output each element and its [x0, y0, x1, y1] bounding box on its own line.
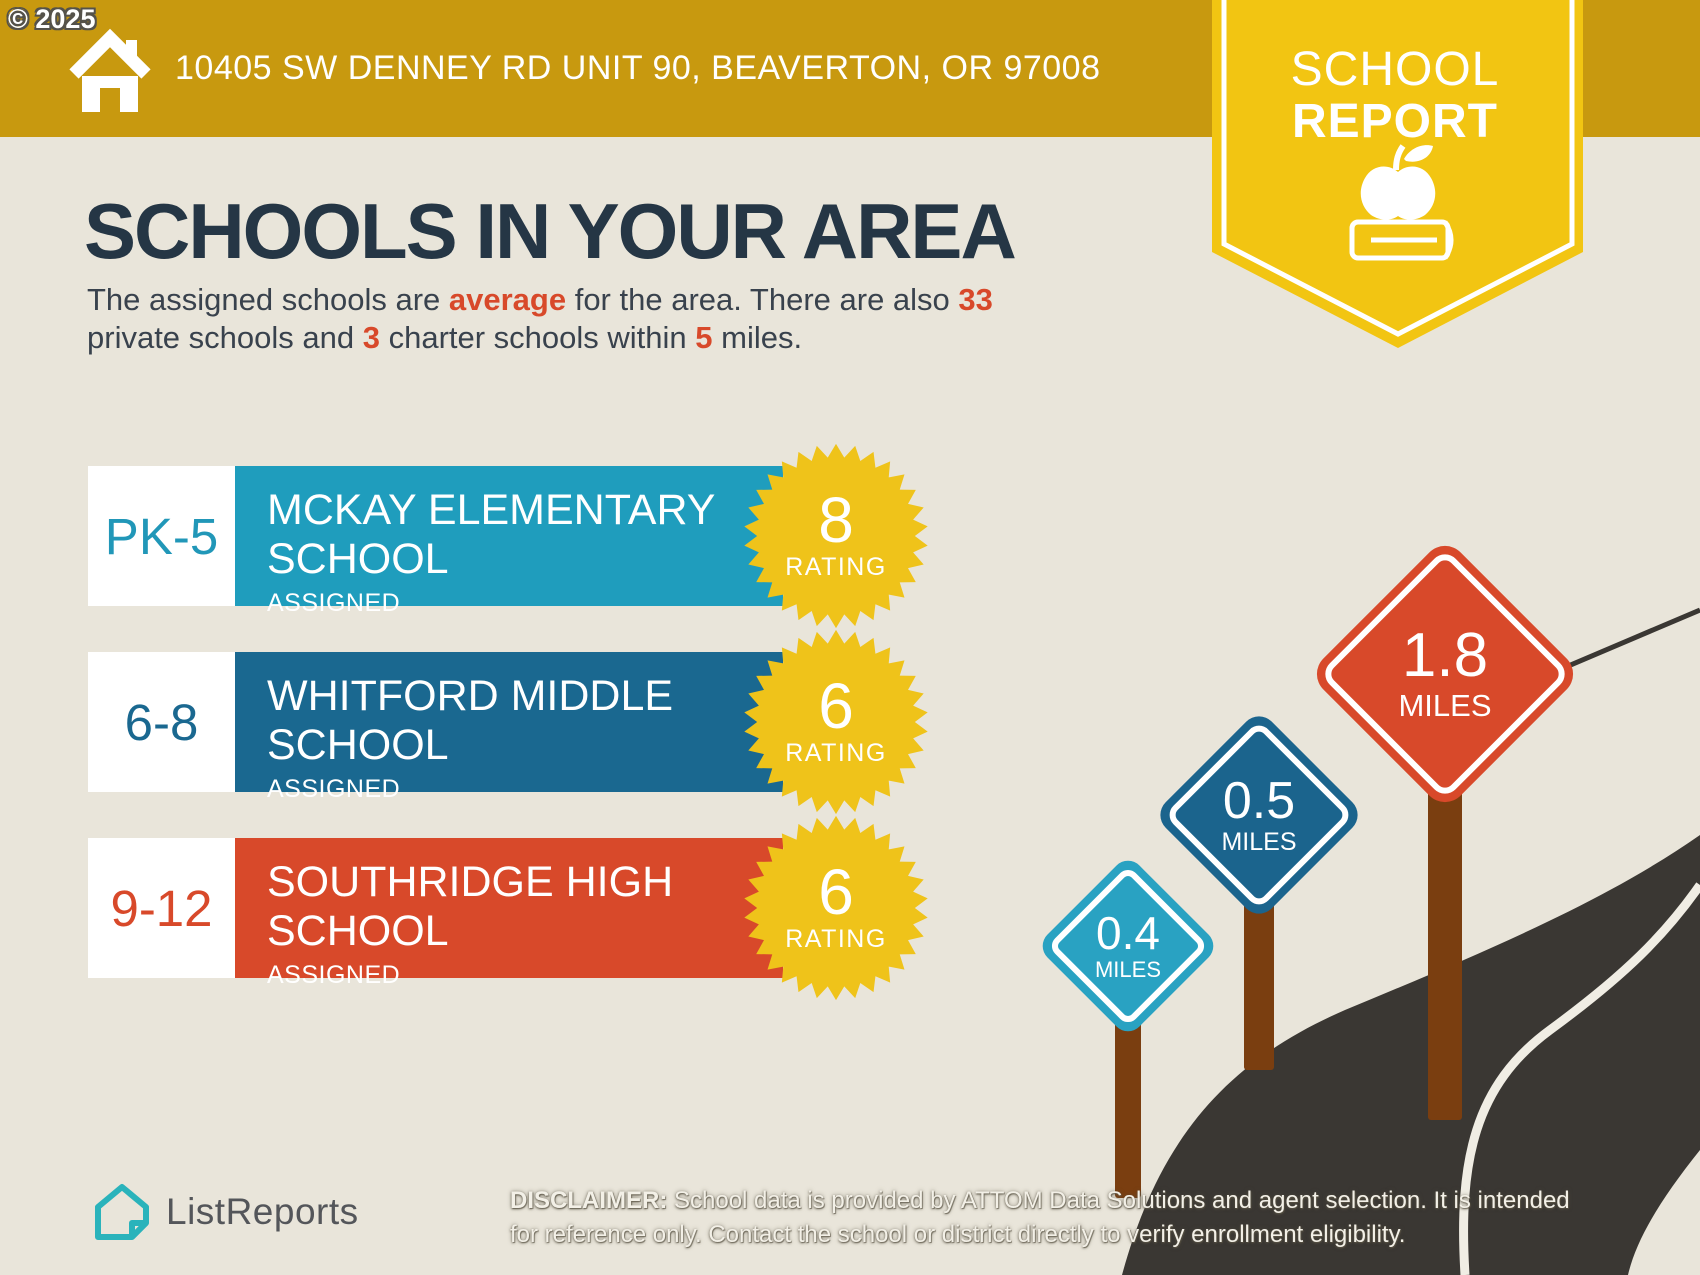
grade-range: PK-5 [88, 466, 235, 606]
disclaimer-text [510, 1184, 1570, 1252]
rating-label: RATING [785, 739, 887, 767]
ribbon-word-report: REPORT [1291, 95, 1498, 148]
listreports-logo [92, 1180, 359, 1244]
distance-value: 0.5 [1222, 771, 1296, 830]
rating-value: 6 [818, 856, 854, 928]
copyright-watermark: © 2025 [8, 4, 96, 34]
distance-sign-middle [1184, 740, 1334, 890]
school-name: WHITFORD MIDDLE SCHOOL [267, 672, 674, 769]
rating-value: 8 [818, 484, 854, 556]
page-title: SCHOOLS IN YOUR AREA [84, 187, 1015, 275]
distance-value: 0.4 [1096, 907, 1160, 959]
distance-unit: MILES [1398, 688, 1492, 723]
rating-label: RATING [785, 553, 887, 581]
distance-sign-elementary [1063, 881, 1193, 1011]
rating-value: 6 [818, 670, 854, 742]
distance-unit: MILES [1094, 957, 1162, 982]
disclaimer-line-2: for reference only. Contact the school or district directly to verify enrollment eligibility. [510, 1221, 1406, 1248]
sign-post [1115, 1010, 1141, 1198]
assignment-status: ASSIGNED [267, 589, 401, 617]
school-report-ribbon [1205, 0, 1585, 352]
grade-range: 9-12 [88, 838, 235, 978]
distance-sign-high [1348, 577, 1542, 771]
school-name: SOUTHRIDGE HIGH SCHOOL [267, 858, 674, 955]
distance-value: 1.8 [1401, 621, 1489, 690]
rating-label: RATING [785, 925, 887, 953]
school-name: MCKAY ELEMENTARY SCHOOL [267, 486, 716, 583]
intro-line-1: The assigned schools are average for the area. There are also 33 [87, 282, 993, 317]
disclaimer-line-1: DISCLAIMER: School data is provided by ATTOM Data Solutions and agent selection. It is intended [510, 1187, 1570, 1214]
property-address: 10405 SW DENNEY RD UNIT 90, BEAVERTON, OR 97008 [175, 49, 1101, 87]
assignment-status: ASSIGNED [267, 961, 401, 989]
sign-post [1428, 750, 1462, 1120]
assignment-status: ASSIGNED [267, 775, 401, 803]
listreports-house-icon [92, 1180, 152, 1244]
intro-line-2: private schools and 3 charter schools within 5 miles. [87, 320, 803, 355]
listreports-wordmark: ListReports [166, 1191, 359, 1232]
distance-unit: MILES [1221, 827, 1297, 856]
grade-range: 6-8 [88, 652, 235, 792]
ribbon-word-school: SCHOOL [1290, 43, 1500, 96]
